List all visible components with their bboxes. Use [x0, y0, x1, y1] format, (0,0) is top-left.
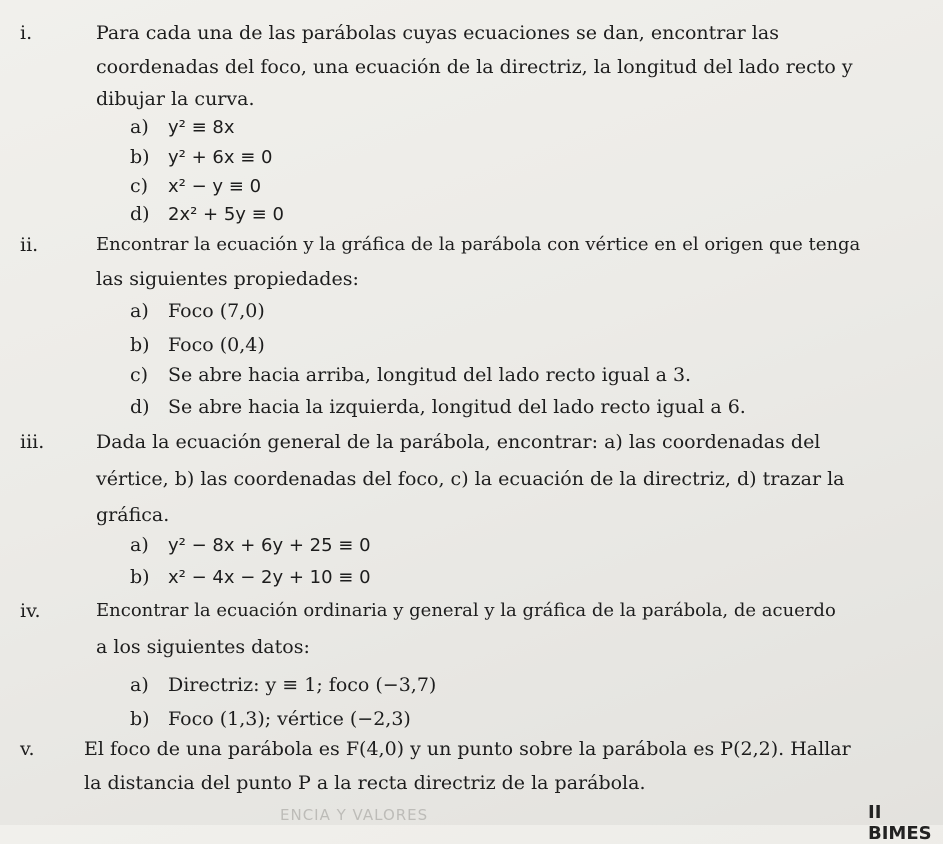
item-label: a) [130, 300, 149, 322]
footer-label: II BIMES [868, 802, 932, 844]
list-item [130, 364, 691, 386]
section-number: iii. [20, 431, 45, 453]
list-item [130, 146, 272, 168]
list-item [130, 203, 284, 225]
item-label: b) [130, 566, 150, 588]
list-item [130, 566, 371, 588]
list-item [130, 175, 261, 197]
section-text-line: vértice, b) las coordenadas del foco, c) la ecuación de la directriz, d) trazar la [96, 468, 845, 490]
section-number: i. [20, 22, 33, 44]
section-text-line: la distancia del punto P a la recta directriz de la parábola. [84, 772, 646, 794]
section-text-line: Encontrar la ecuación y la gráfica de la parábola con vértice en el origen que tenga [96, 234, 861, 255]
section-text-line: Encontrar la ecuación ordinaria y general y la gráfica de la parábola, de acuerdo [96, 600, 836, 621]
equation: y² − 8x + 6y + 25 ≡ 0 [168, 535, 371, 556]
faded-footer-text: ENCIA Y VALORES [280, 806, 429, 824]
section-text-line: Para cada una de las parábolas cuyas ecuaciones se dan, encontrar las [96, 22, 779, 44]
item-label: b) [130, 146, 150, 168]
section-text-line: coordenadas del foco, una ecuación de la directriz, la longitud del lado recto y [96, 56, 853, 78]
section-number: iv. [20, 600, 41, 622]
equation: x² − y ≡ 0 [168, 176, 262, 197]
section-text-line: Dada la ecuación general de la parábola, encontrar: a) las coordenadas del [96, 431, 821, 453]
equation: y² ≡ 8x [168, 117, 235, 138]
item-text: Foco (1,3); vértice (−2,3) [168, 708, 411, 730]
item-text: Se abre hacia arriba, longitud del lado recto igual a 3. [168, 364, 692, 386]
section-number: ii. [20, 234, 39, 256]
section-text-line: El foco de una parábola es F(4,0) y un punto sobre la parábola es P(2,2). Hallar [84, 738, 851, 760]
equation: x² − 4x − 2y + 10 ≡ 0 [168, 567, 371, 588]
section-text-line: a los siguientes datos: [96, 636, 310, 658]
section-number: v. [20, 738, 35, 760]
item-text: Directriz: y ≡ 1; foco (−3,7) [168, 674, 437, 696]
item-label: c) [130, 175, 149, 197]
list-item [130, 334, 265, 356]
item-label: b) [130, 708, 150, 730]
equation: y² + 6x ≡ 0 [168, 147, 273, 168]
section-text-line: dibujar la curva. [96, 88, 255, 110]
item-label: a) [130, 116, 149, 138]
item-label: d) [130, 203, 150, 225]
section-text-line: las siguientes propiedades: [96, 268, 359, 290]
item-text: Foco (0,4) [168, 334, 265, 356]
list-item [130, 708, 411, 730]
item-label: c) [130, 364, 149, 386]
item-label: a) [130, 674, 149, 696]
list-item [130, 534, 371, 556]
item-label: d) [130, 396, 150, 418]
list-item [130, 300, 265, 322]
item-text: Se abre hacia la izquierda, longitud del lado recto igual a 6. [168, 396, 746, 418]
list-item [130, 396, 746, 418]
section-text-line: gráfica. [96, 504, 170, 526]
item-label: b) [130, 334, 150, 356]
equation: 2x² + 5y ≡ 0 [168, 204, 284, 225]
list-item [130, 674, 436, 696]
list-item [130, 116, 235, 138]
item-label: a) [130, 534, 149, 556]
item-text: Foco (7,0) [168, 300, 265, 322]
